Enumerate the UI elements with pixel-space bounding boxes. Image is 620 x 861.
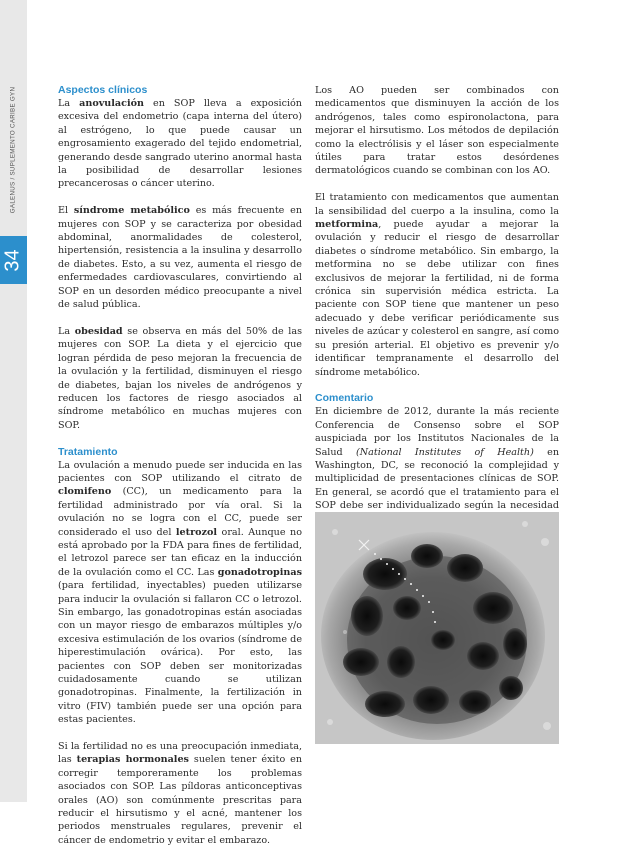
page-number-tab — [0, 236, 27, 284]
heading-comentario: Comentario — [315, 392, 374, 405]
ultrasound-ovary-illustration — [315, 512, 559, 744]
paragraph-sindrome-metabolico: El síndrome metabólico es más frecuente en mujeres con SOP y se caracteriza por obesidad abdominal, anormalidades de colesterol, hipertensión, resistencia a la insulina y desarrollo de diabetes. Esto, a su vez, aumenta el riesgo de enfermedades cardiovasculares, convirtiendo al SOP en un desorden médico preocupante a nivel de salud pública. — [58, 205, 303, 311]
paragraph-comentario: En diciembre de 2012, durante la más reciente Conferencia de Consenso sobre el SOP auspiciada por los Institutos Nacionales de la Salud (National Institutes of Health) en Washington, DC, se reconoció la complejidad y multiplicidad de presentaciones clínicas de SOP. En general, se acordó que el tratamiento para el SOP debe ser individualizado según la necesidad — [315, 405, 559, 566]
right-column — [315, 84, 559, 580]
paragraph-terapias-hormonales: Si la fertilidad no es una preocupación inmediata, las terapias hormonales suelen tener éxito en corregir temporeramente los problemas asociados con SOP. Las píldoras anticonceptivas orales (AO) son comúnmente prescritas para reducir el hirsutismo y el acné, mantener los periodos menstruales regulares, prevenir el cáncer de endometrio y evitar el embarazo. — [58, 741, 303, 846]
paragraph-ao-combinados: Los AO pueden ser combinados con medicamentos que disminuyen la acción de los andrógenos, tales como espironolactona, para mejorar el hirsutismo. Los métodos de depilación como la electrólisis y el láser son especialmente útiles para tratar estos desórdenes dermatológicos cuando se combinan con los AO. — [315, 85, 559, 177]
page-sidebar — [0, 0, 27, 802]
paragraph-obesidad: La obesidad se observa en más del 50% de las mujeres con SOP. La dieta y el ejercicio que logran pérdida de peso mejoran la frecuencia de la ovulación y la fertilidad, disminuyen el riesgo de diabetes, bajan los niveles de andrógenos y reducen los factores de riesgo asociados al síndrome metabólico en muchas mujeres con SOP. — [58, 325, 302, 431]
paragraph-anovulacion: La anovulación en SOP lleva a exposición excesiva del endometrio (capa interna del útero) al estrógeno, lo que puede causar un engrosamiento exagerado del tejido endometrial, generando desde sangrado uterino anormal hasta la posibilidad de desarrollar lesiones precancerosas o cáncer uterino. — [58, 98, 302, 190]
page-number: 34 — [2, 248, 24, 272]
heading-tratamiento: Tratamiento — [58, 445, 118, 458]
left-column — [58, 84, 302, 861]
running-head: GALENUS / SUPLEMENTO CARIBE GYN — [9, 86, 17, 214]
heading-aspectos-clinicos: Aspectos clínicos — [58, 84, 148, 96]
ultrasound-image — [315, 512, 559, 744]
paragraph-induccion-ovulacion: La ovulación a menudo puede ser inducida en las pacientes con SOP utilizando el citrato de clomifeno (CC), un medicamento para la fertilidad administrado por vía oral. Si la ovulación no se logra con el CC, puede ser considerado el uso del letrozol oral. Aunque no está aprobado por la FDA para fines de fertilidad, el letrozol parece ser tan eficaz en la inducción de la ovulación como el CC. Las gonadotropinas (para fertilidad, inyectables) pueden utilizarse para inducir la ovulación si fallaron CC o letrozol. Sin embargo, las gonadotropinas están asociadas con un mayor riesgo de embarazos múltiples y/o excesiva estimulación de los ovarios (síndrome de hiperestimulación ovárica). Por esto, las pacientes con SOP deben ser monitorizadas cuidadosamente cuando se utilizan gonadotropinas. Finalmente, la fertilización in vitro (FIV) también puede ser una opción para estas pacientes. — [58, 459, 302, 726]
paragraph-metformina: El tratamiento con medicamentos que aumentan la sensibilidad del cuerpo a la insulina, como la metformina, puede ayudar a mejorar la ovulación y reducir el riesgo de desarrollar diabetes o síndrome metabólico. Sin embargo, la metformina no se debe utilizar con fines exclusivos de mejorar la fertilidad, ni de forma crónica sin supervisión médica estricta. La paciente con SOP tiene que mantener un peso adecuado y debe verificar periódicamente sus niveles de azúcar y colesterol en sangre, así como su presión arterial. El objetivo es prevenir y/o identificar tempranamente el desarrollo del síndrome metabólico. — [315, 192, 559, 378]
